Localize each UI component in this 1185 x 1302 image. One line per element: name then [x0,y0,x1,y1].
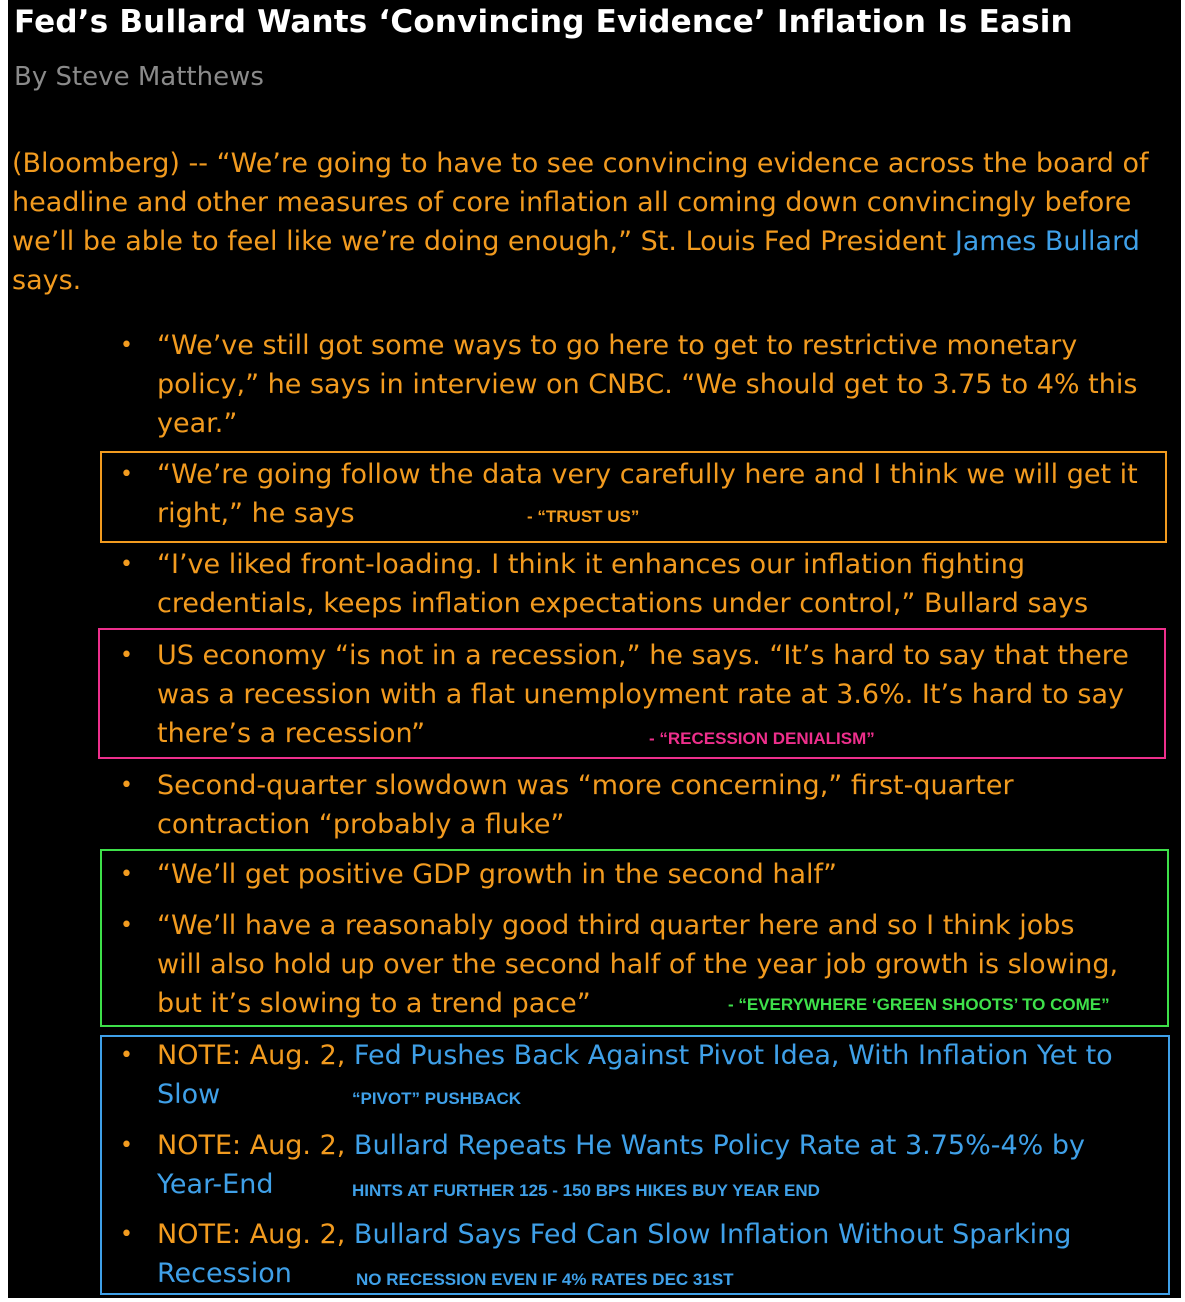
bullet-text: “We’ll have a reasonably good third quarter here and so I think jobs will also hold up over the second half of the year job growth is slowing, but it’s slowing to a trend pace” [157,910,1119,1019]
list-item [120,455,1170,533]
list-item [120,636,1170,753]
bullet-icon: • [120,773,133,798]
bullet-icon: • [120,643,133,668]
bullet-icon: • [120,552,133,577]
bullet-text: US economy “is not in a recession,” he says. “It’s hard to say that there was a recession with a flat unemployment rate at 3.6%. It’s hard to say there’s a recession” [157,640,1129,749]
list-item [120,766,1170,844]
bullet-text: “I’ve liked front-loading. I think it enhances our inflation fighting credentials, keeps inflation expectations under control,” Bullard says [157,549,1089,619]
bullet-icon: • [120,913,133,938]
annotation-pivot-pushback: “PIVOT” PUSHBACK [352,1089,522,1108]
annotation-no-recession: NO RECESSION EVEN IF 4% RATES DEC 31ST [356,1270,734,1289]
list-item [120,855,1170,894]
bullet-icon: • [120,1222,133,1247]
note-prefix: NOTE: Aug. 2, [157,1130,354,1161]
note-item [157,1036,1140,1114]
bullet-icon: • [120,333,133,358]
list-item [120,1036,1140,1114]
bullet-text: Second-quarter slowdown was “more concerning,” first-quarter contraction “probably a fluke” [157,770,1014,840]
news-link-pivot[interactable]: Fed Pushes Back Against Pivot Idea, With Inflation Yet to Slow [157,1040,1113,1110]
lede-text-end: says. [12,265,82,296]
bullet-text: “We’re going follow the data very carefully here and I think we will get it right,” he says [157,459,1138,529]
note-prefix: NOTE: Aug. 2, [157,1040,354,1071]
annotation-trust-us: - “TRUST US” [527,507,640,526]
bullet-text: “We’ll get positive GDP growth in the second half” [157,859,838,890]
annotation-recession-denialism: - “RECESSION DENIALISM” [649,729,875,748]
person-link-james-bullard[interactable]: James Bullard [954,226,1140,257]
news-link-no-recession[interactable]: Bullard Says Fed Can Slow Inflation Without Sparking Recession [157,1219,1072,1289]
list-item [120,326,1170,443]
article-headline: Fed’s Bullard Wants ‘Convincing Evidence’ Inflation Is Easin [14,4,1073,40]
lede-text: (Bloomberg) -- “We’re going to have to see convincing evidence across the board of headline and other measures of core inflation all coming down convincingly before we’ll be able to feel like we’re doing enough,” St. Louis Fed President [12,148,1149,257]
note-prefix: NOTE: Aug. 2, [157,1219,354,1250]
article-byline: By Steve Matthews [14,62,264,92]
bullet-icon: • [120,1043,133,1068]
bullet-text: “We’ve still got some ways to go here to get to restrictive monetary policy,” he says in interview on CNBC. “We should get to 3.75 to 4% this year.” [157,330,1138,439]
bullet-icon: • [120,862,133,887]
bullet-icon: • [120,1133,133,1158]
annotation-green-shoots: - “EVERYWHERE ‘GREEN SHOOTS’ TO COME” [728,995,1110,1014]
article-lede [12,144,1162,300]
bullet-icon: • [120,462,133,487]
annotation-further-hikes: HINTS AT FURTHER 125 - 150 BPS HIKES BUY YEAR END [352,1181,820,1200]
news-terminal-window [8,0,1181,1298]
list-item [120,545,1170,623]
news-link-policy-rate[interactable]: Bullard Repeats He Wants Policy Rate at 3.75%-4% by Year-End [157,1130,1086,1200]
